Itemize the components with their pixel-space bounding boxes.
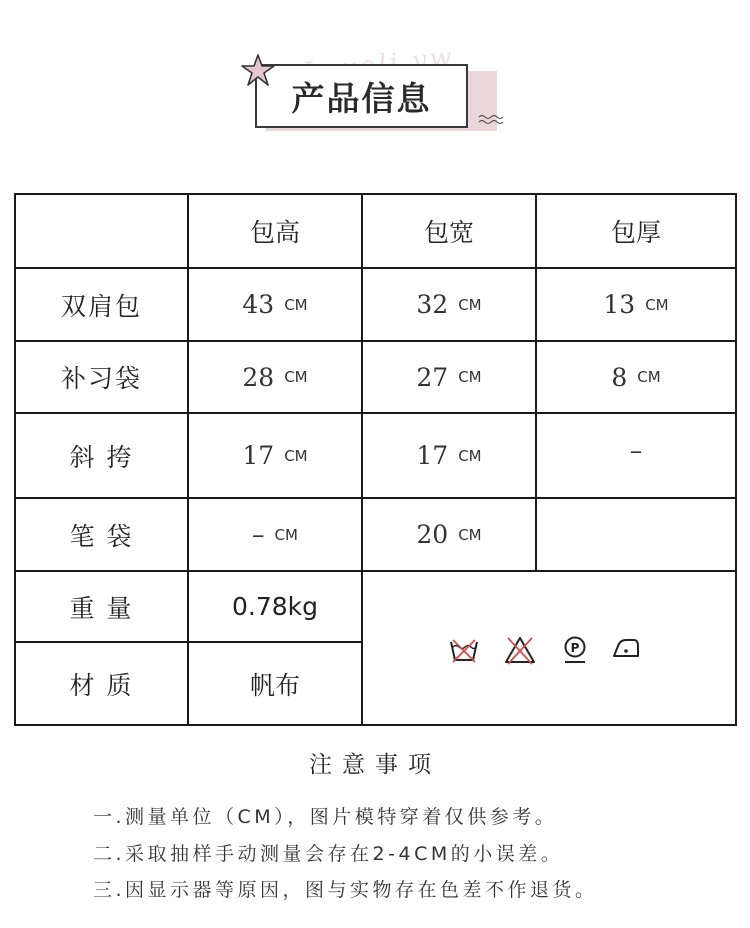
low-iron-icon: [612, 636, 640, 660]
table-cell: 17 CM: [242, 441, 308, 470]
professional-dry-clean-icon: [563, 635, 587, 665]
weight-value: 0.78kg: [231, 592, 318, 621]
row-label-crossbody: 斜 挎: [69, 442, 134, 472]
row-label-weight: 重 量: [69, 593, 134, 623]
table-cell: 17 CM: [416, 441, 482, 470]
page-title: 产品信息: [291, 78, 432, 118]
note-item-2: 二.采取抽样手动测量会存在2-4CM的小误差。: [93, 843, 564, 865]
material-value: 帆布: [249, 670, 300, 700]
header-height: 包高: [249, 218, 300, 247]
table-cell: – CM: [252, 520, 298, 549]
header-depth: 包厚: [610, 218, 661, 247]
table-cell: 32 CM: [416, 290, 482, 319]
notes-title: 注意事项: [309, 752, 441, 778]
row-label-tutoring-bag: 补习袋: [60, 364, 142, 393]
no-machine-wash-icon: [448, 634, 480, 666]
table-cell: 27 CM: [416, 362, 482, 392]
note-item-3: 三.因显示器等原因，图与实物存在色差不作退货。: [93, 879, 598, 901]
table-cell: –: [629, 436, 643, 465]
svg-text:P: P: [570, 641, 580, 655]
wave-lines-icon: [478, 113, 506, 127]
note-item-1: 一.测量单位（CM），图片模特穿着仅供参考。: [93, 806, 558, 828]
title-badge: [255, 64, 468, 128]
header-width: 包宽: [423, 218, 474, 247]
no-bleach-icon: [503, 634, 537, 666]
table-cell: 28 CM: [242, 362, 308, 392]
product-info-table: [14, 193, 737, 726]
row-label-backpack: 双肩包: [60, 291, 142, 321]
table-cell: 20 CM: [416, 520, 482, 549]
star-icon: [240, 53, 276, 89]
row-label-material: 材 质: [69, 670, 134, 700]
table-cell: 8 CM: [611, 362, 661, 392]
table-cell: 43 CM: [242, 290, 308, 319]
row-label-pencil-case: 笔 袋: [69, 521, 134, 551]
table-cell: 13 CM: [603, 290, 669, 319]
